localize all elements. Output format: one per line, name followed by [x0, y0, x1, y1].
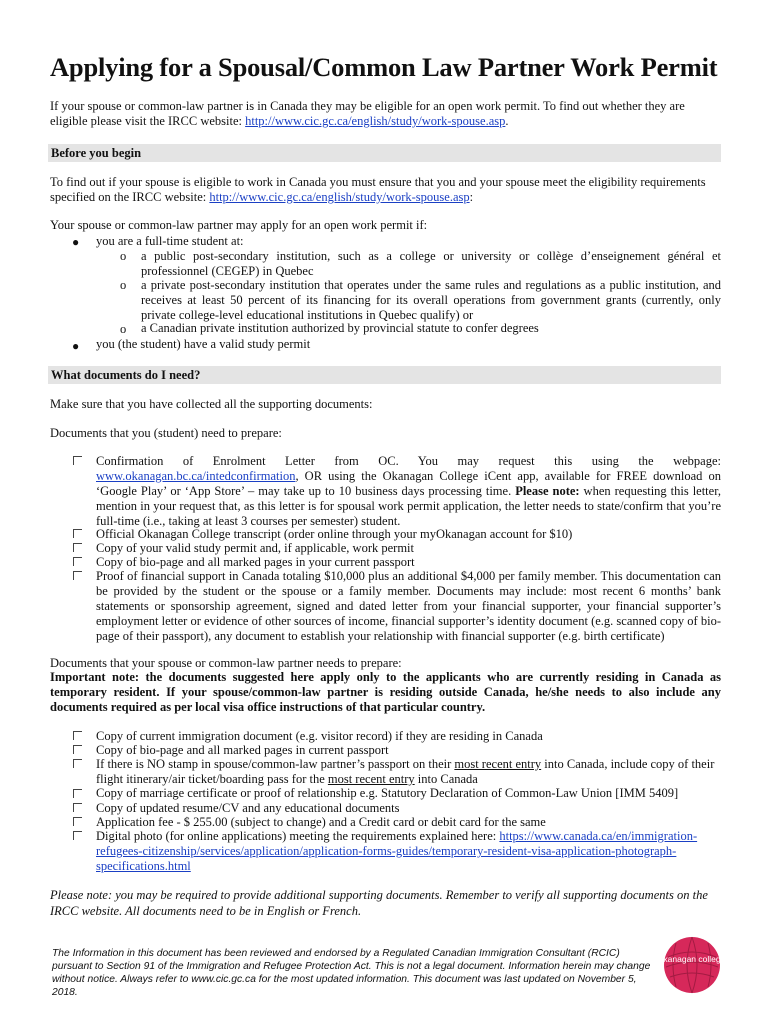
eligibility-sub-public: a public post-secondary institution, such as a college or university or collège d’enseignement général et professionnel (CEGEP) in Quebec	[141, 249, 721, 278]
collect-documents-text: Make sure that you have collected all the supporting documents:	[50, 397, 373, 411]
sub-bullet-icon: o	[120, 322, 127, 336]
checkbox[interactable]	[73, 571, 82, 580]
okanagan-college-logo	[662, 935, 722, 995]
checklist-digital-photo: Digital photo (for online applications) meeting the requirements explained here: https://www.canada.ca/en/immigration-refugees-citizenship/services/application/application-forms-guides/temporary-resident-visa-application-photograph-specifications.html	[96, 829, 698, 873]
important-note: Important note: the documents suggested here apply only to the applicants who are currently residing in Canada as temporary resident. If your spouse/common-law partner is residing outside Canada, he/she needs to also include any documents required as per local visa office instructions of that particular country.	[50, 670, 721, 714]
eligibility-paragraph: To find out if your spouse is eligible to work in Canada you must ensure that you and your spouse meet the eligibility requirements specified on the IRCC website: http://www.cic.gc.ca/english/study/work-spouse.asp:	[50, 175, 706, 204]
sub-bullet-icon: o	[120, 278, 127, 292]
footer-disclaimer: The Information in this document has been reviewed and endorsed by a Regulated Canadian Immigration Consultant (RCIC) pursuant to Section 91 of the Immigration and Refugee Protection Act. This is not a legal document. Information herein may change without notice. Always refer to www.cic.gc.ca for the most updated information. This document was last updated on November 5, 2018.	[52, 948, 651, 998]
intro-paragraph: If your spouse or common-law partner is in Canada they may be eligible for an open work permit. To find out whether they are eligible please visit the IRCC website: http://www.cic.gc.ca/english/study/work-spouse.asp.	[50, 99, 685, 128]
spouse-documents-lead: Documents that your spouse or common-law partner needs to prepare:	[50, 656, 402, 670]
checkbox[interactable]	[73, 817, 82, 826]
checklist-spouse-bio-page: Copy of bio-page and all marked pages in current passport	[96, 743, 389, 757]
svg-text:okanagan college: okanagan college	[662, 954, 722, 964]
checklist-application-fee: Application fee - $ 255.00 (subject to change) and a Credit card or debit card for the same	[96, 815, 546, 829]
checkbox[interactable]	[73, 789, 82, 798]
checklist-study-permit: Copy of your valid study permit and, if applicable, work permit	[96, 541, 414, 555]
checkbox[interactable]	[73, 529, 82, 538]
checkbox[interactable]	[73, 731, 82, 740]
additional-documents-note: Please note: you may be required to provide additional supporting documents. Remember to verify all supporting documents on the IRCC website. All documents need to be in English or French.	[50, 888, 708, 918]
okanagan-confirmation-link[interactable]: www.okanagan.bc.ca/intedconfirmation	[96, 469, 296, 483]
checklist-transcript: Official Okanagan College transcript (order online through your myOkanagan account for $10)	[96, 527, 573, 541]
checklist-resume: Copy of updated resume/CV and any educational documents	[96, 801, 400, 815]
eligibility-lead: Your spouse or common-law partner may apply for an open work permit if:	[50, 218, 428, 232]
checklist-entry-stamp: If there is NO stamp in spouse/common-law partner’s passport on their most recent entry into Canada, include copy of their flight itinerary/air ticket/boarding pass for the most recent entry into Canada	[96, 757, 715, 786]
eligibility-sub-private: a private post-secondary institution that operates under the same rules and regulations as a public institution, and receives at least 50 percent of its financing for its overall operations from government grants (currently, only private college-level educational institutions in Quebec qualify) or	[141, 278, 721, 322]
bullet-dot-icon: ●	[72, 339, 80, 353]
checklist-financial-support: Proof of financial support in Canada totaling $10,000 plus an additional $4,000 per family member. This documentation can be provided by the student or the spouse or a family member. Documents may include: most recent 6 months’ bank statements or sponsorship agreement, signed and dated letter from your financial supporter, your financial supporter’s employment letter or evidence of other sources of income, financial supporter’s identity document (e.g. scanned copy of bio-page of their passport), any document to establish your relationship with financial supporter (e.g. birth certificate)	[96, 569, 721, 643]
section-documents: What documents do I need?	[48, 366, 721, 384]
sub-bullet-icon: o	[120, 249, 127, 263]
checkbox[interactable]	[73, 745, 82, 754]
bullet-dot-icon: ●	[72, 235, 80, 249]
checkbox[interactable]	[73, 543, 82, 552]
eligibility-sub-degrees: a Canadian private institution authorized by provincial statute to confer degrees	[141, 321, 539, 335]
section-before-you-begin: Before you begin	[48, 144, 721, 162]
checkbox[interactable]	[73, 831, 82, 840]
checklist-enrolment-letter: Confirmation of Enrolment Letter from OC. You may request this using the webpage: www.okanagan.bc.ca/intedconfirmation, OR using the Okanagan College iCent app, available for FREE download on ‘Google Play’ or ‘App Store’ – may take up to 10 business days processing time. Please note: when requesting this letter, mention in your request that, as this letter is for spousal work permit application, the letter needs to state/confirm that you’re full-time (i.e., taking at least 3 courses per semester) student.	[96, 454, 721, 528]
checklist-marriage-certificate: Copy of marriage certificate or proof of relationship e.g. Statutory Declaration of Common-Law Union [IMM 5409]	[96, 786, 679, 800]
ircc-link-eligibility[interactable]: http://www.cic.gc.ca/english/study/work-spouse.asp	[209, 190, 470, 204]
checkbox[interactable]	[73, 557, 82, 566]
checklist-bio-page: Copy of bio-page and all marked pages in your current passport	[96, 555, 415, 569]
ircc-link-intro[interactable]: http://www.cic.gc.ca/english/study/work-spouse.asp	[245, 114, 506, 128]
checklist-immigration-document: Copy of current immigration document (e.g. visitor record) if they are residing in Canada	[96, 729, 543, 743]
eligibility-bullet-student: you are a full-time student at:	[96, 234, 244, 248]
eligibility-bullet-permit: you (the student) have a valid study permit	[96, 337, 311, 351]
student-documents-lead: Documents that you (student) need to prepare:	[50, 426, 282, 440]
checkbox[interactable]	[73, 759, 82, 768]
page-title: Applying for a Spousal/Common Law Partner Work Permit	[50, 52, 718, 82]
checkbox[interactable]	[73, 803, 82, 812]
checkbox[interactable]	[73, 456, 82, 465]
photo-specifications-link[interactable]: https://www.canada.ca/en/immigration-refugees-citizenship/services/application/application-forms-guides/temporary-resident-visa-application-photograph-specifications.html	[96, 829, 698, 873]
